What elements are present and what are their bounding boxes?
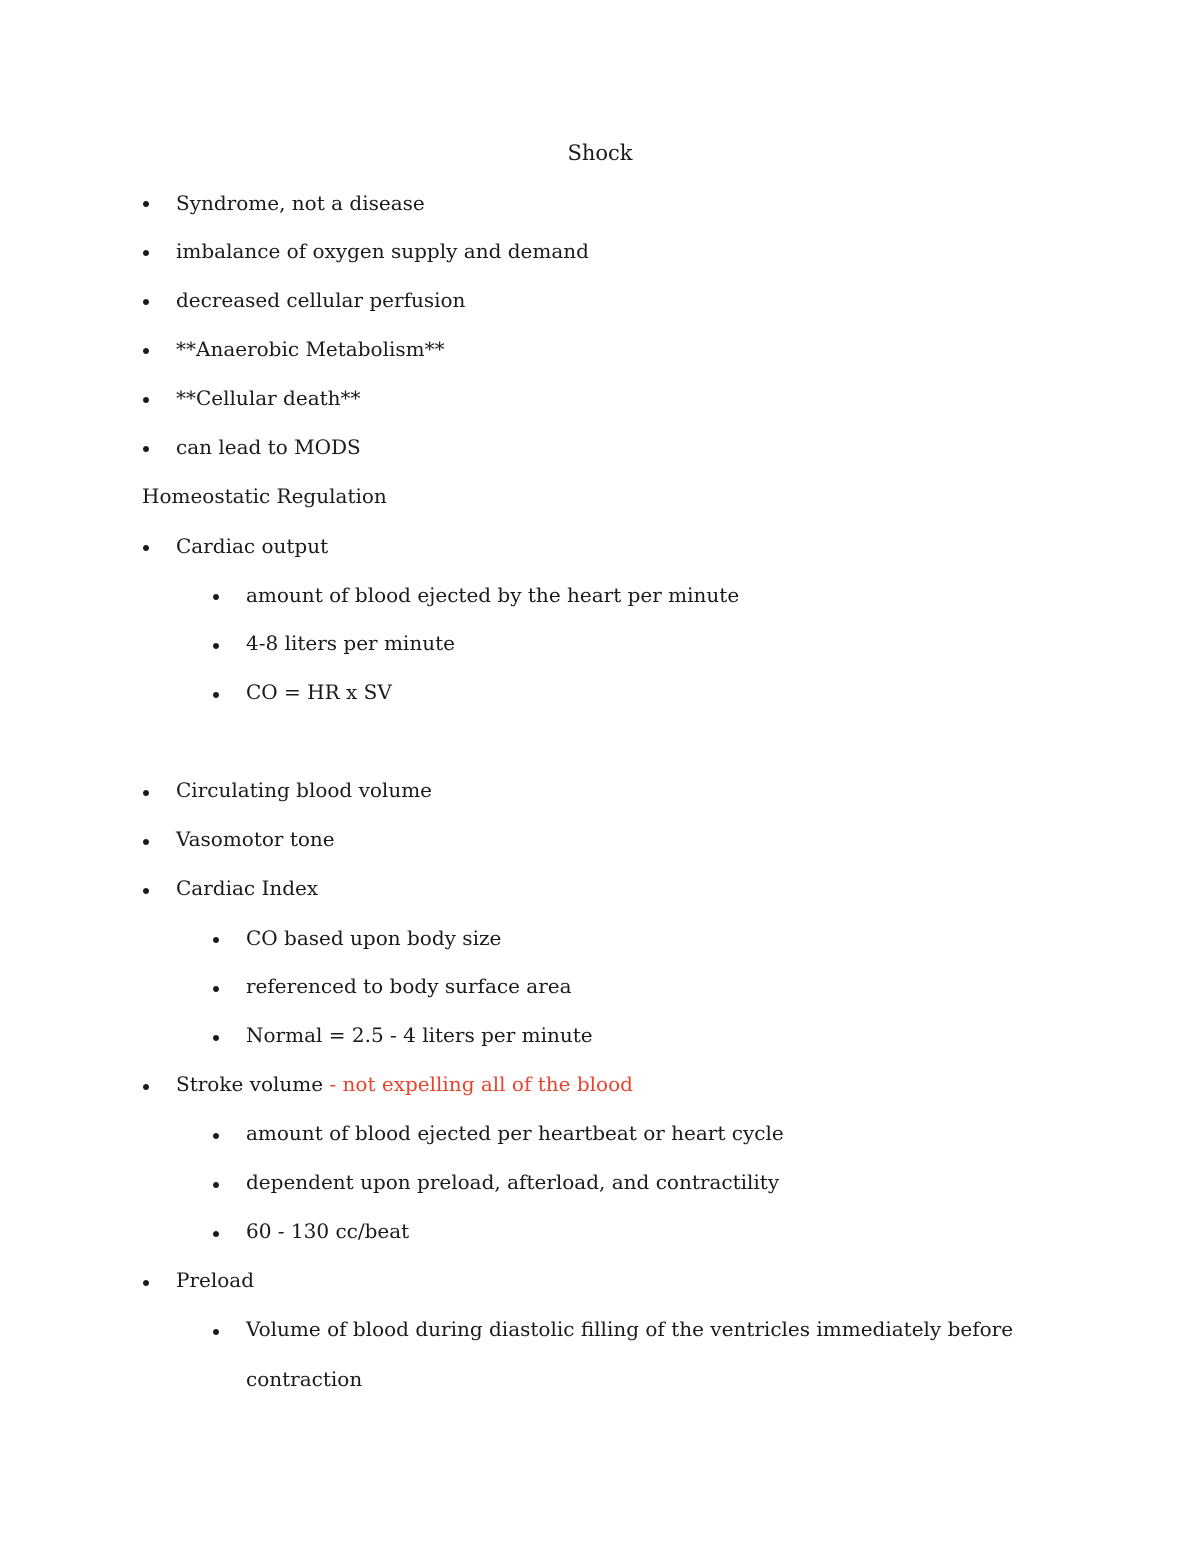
bullet-dot xyxy=(213,1329,219,1335)
bullet-vasomotor-tone: Vasomotor tone xyxy=(176,827,335,851)
bullet-cardiac-output: Cardiac output xyxy=(176,534,329,558)
bullet-mods: can lead to MODS xyxy=(176,435,361,459)
bullet-dot xyxy=(213,692,219,698)
bullet-stroke-volume xyxy=(176,1069,633,1099)
stroke-volume-label: Stroke volume xyxy=(176,1072,324,1096)
bullet-imbalance: imbalance of oxygen supply and demand xyxy=(176,239,589,263)
bullet-circulating-volume: Circulating blood volume xyxy=(176,778,432,802)
sub-bullet-ci-definition: CO based upon body size xyxy=(246,926,502,950)
sub-bullet-sv-definition: amount of blood ejected per heartbeat or heart cycle xyxy=(246,1121,784,1145)
bullet-dot xyxy=(213,1182,219,1188)
bullet-dot xyxy=(213,643,219,649)
stroke-volume-note: - not expelling all of the blood xyxy=(323,1072,633,1096)
sub-bullet-ci-normal: Normal = 2.5 - 4 liters per minute xyxy=(246,1023,593,1047)
bullet-anaerobic: **Anaerobic Metabolism** xyxy=(176,337,445,361)
sub-bullet-co-range: 4-8 liters per minute xyxy=(246,631,455,655)
bullet-cellular-death: **Cellular death** xyxy=(176,386,361,410)
sub-bullet-co-definition: amount of blood ejected by the heart per minute xyxy=(246,583,740,607)
bullet-dot xyxy=(143,446,149,452)
bullet-dot xyxy=(143,1280,149,1286)
bullet-dot xyxy=(143,299,149,305)
bullet-dot xyxy=(143,348,149,354)
bullet-syndrome: Syndrome, not a disease xyxy=(176,191,425,215)
bullet-dot xyxy=(143,545,149,551)
bullet-dot xyxy=(213,594,219,600)
sub-bullet-co-formula: CO = HR x SV xyxy=(246,680,392,704)
sub-bullet-ci-reference: referenced to body surface area xyxy=(246,974,572,998)
bullet-dot xyxy=(213,1035,219,1041)
sub-bullet-sv-range: 60 - 130 cc/beat xyxy=(246,1219,410,1243)
bullet-dot xyxy=(143,888,149,894)
bullet-dot xyxy=(213,1231,219,1237)
sub-bullet-preload-definition: Volume of blood during diastolic filling of the ventricles immediately before xyxy=(246,1317,1014,1341)
bullet-dot xyxy=(143,250,149,256)
bullet-dot xyxy=(213,986,219,992)
bullet-dot xyxy=(143,1084,149,1090)
section-heading: Homeostatic Regulation xyxy=(142,484,387,508)
bullet-dot xyxy=(143,201,149,207)
sub-bullet-preload-continuation: contraction xyxy=(246,1367,363,1391)
bullet-preload: Preload xyxy=(176,1268,255,1292)
sub-bullet-sv-dependency: dependent upon preload, afterload, and contractility xyxy=(246,1170,780,1194)
bullet-dot xyxy=(213,1133,219,1139)
bullet-dot xyxy=(213,937,219,943)
bullet-dot xyxy=(143,790,149,796)
bullet-cardiac-index: Cardiac Index xyxy=(176,876,319,900)
bullet-perfusion: decreased cellular perfusion xyxy=(176,288,466,312)
bullet-dot xyxy=(143,397,149,403)
bullet-dot xyxy=(143,839,149,845)
document-title: Shock xyxy=(567,141,633,165)
